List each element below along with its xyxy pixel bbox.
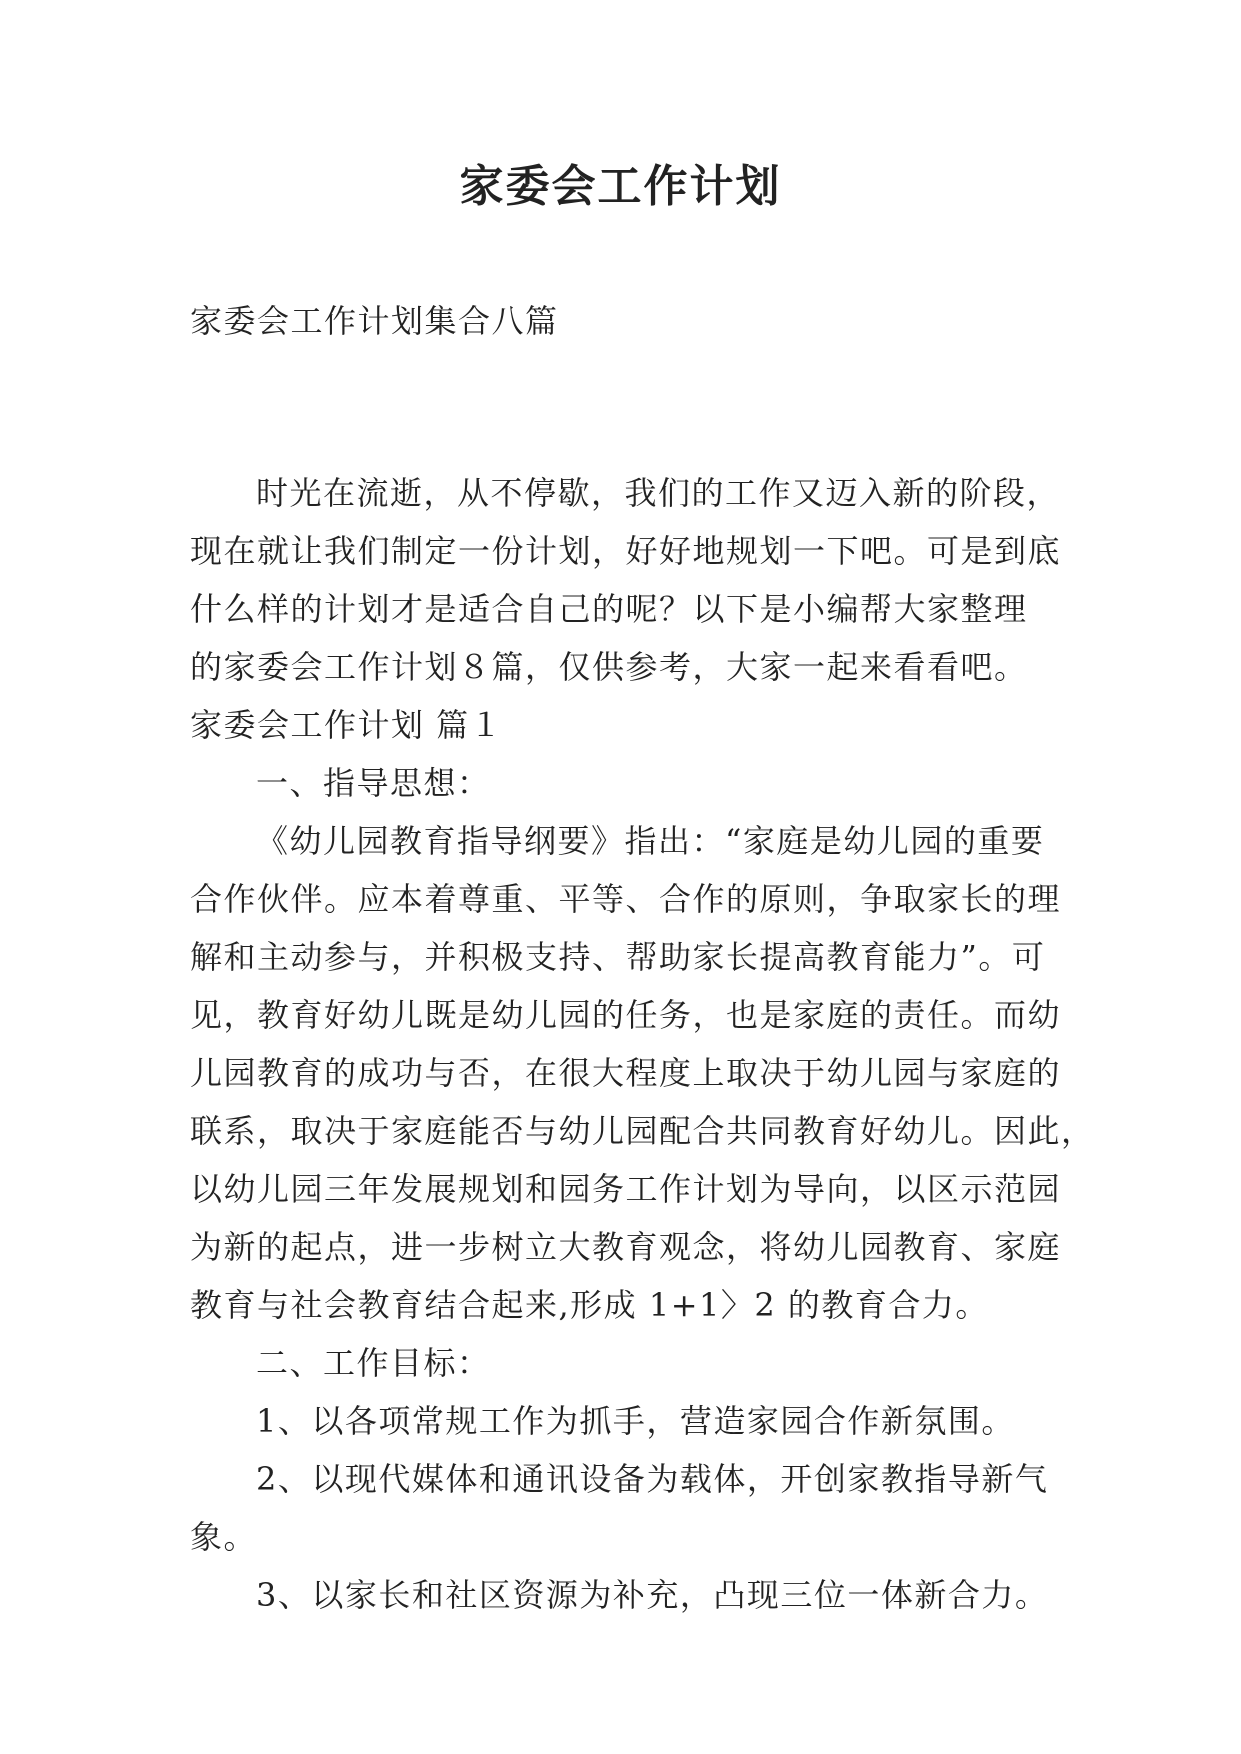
paragraph-line: 时光在流逝，从不停歇，我们的工作又迈入新的阶段， [256,474,1061,512]
paragraph-line: 合作伙伴。应本着尊重、平等、合作的原则，争取家长的理 [190,880,1062,918]
document-subtitle: 家委会工作计划集合八篇 [190,302,559,340]
paragraph-line: 现在就让我们制定一份计划，好好地规划一下吧。可是到底 [190,532,1062,570]
section-heading: 家委会工作计划 篇１ [190,706,504,744]
paragraph-line: 儿园教育的成功与否，在很大程度上取决于幼儿园与家庭的 [190,1054,1062,1092]
list-item: 2、以现代媒体和通讯设备为载体，开创家教指导新气 [256,1460,1049,1498]
list-item-continuation: 象。 [190,1518,258,1556]
paragraph-line: 《幼儿园教育指导纲要》指出：“家庭是幼儿园的重要 [256,822,1045,860]
list-item: 1、以各项常规工作为抓手，营造家园合作新氛围。 [256,1402,1015,1440]
subheading: 二、工作目标： [256,1344,491,1382]
paragraph-line: 解和主动参与，并积极支持、帮助家长提高教育能力”。可 [190,938,1046,976]
document-title: 家委会工作计划 [459,161,782,212]
list-item: 3、以家长和社区资源为补充，凸现三位一体新合力。 [256,1576,1049,1614]
paragraph-line: 教育与社会教育结合起来,形成 1+1〉2 的教育合力。 [190,1286,989,1324]
paragraph-line: 见，教育好幼儿既是幼儿园的任务，也是家庭的责任。而幼 [190,996,1062,1034]
document-body [190,292,1095,1624]
subheading: 一、指导思想： [256,764,491,802]
paragraph-line: 什么样的计划才是适合自己的呢？以下是小编帮大家整理 [190,590,1028,628]
paragraph-line: 以幼儿园三年发展规划和园务工作计划为导向，以区示范园 [190,1170,1062,1208]
spacer [190,350,1070,464]
paragraph-line: 为新的起点，进一步树立大教育观念，将幼儿园教育、家庭 [190,1228,1062,1266]
paragraph-line: 的家委会工作计划８篇，仅供参考，大家一起来看看吧。 [190,648,1028,686]
paragraph-line: 联系，取决于家庭能否与幼儿园配合共同教育好幼儿。因此， [190,1112,1095,1150]
